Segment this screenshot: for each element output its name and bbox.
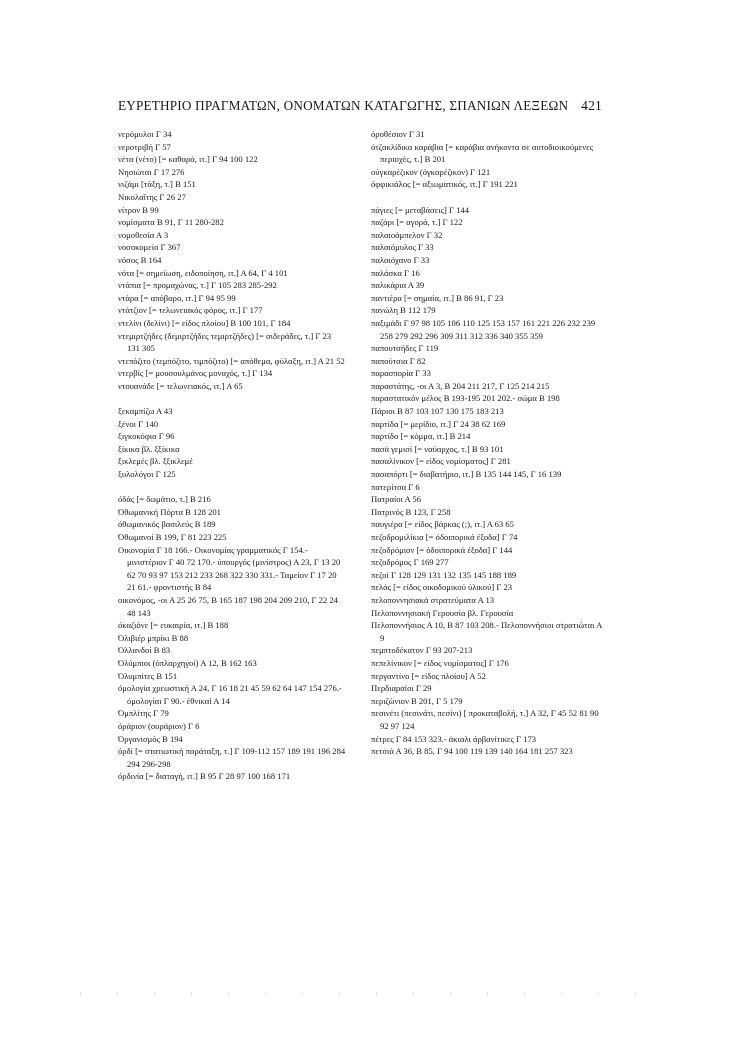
index-entry: νίτρον Β 99 (118, 204, 159, 215)
index-entry: παρτίδα [= μερίδιο, ιτ.] Γ 24 38 62 169 (371, 418, 506, 429)
index-entry: πετσιά Α 36, Β 85, Γ 94 100 119 139 140 164 181 257 323 (371, 746, 573, 757)
index-entry: περιζώνιον Β 201, Γ 5 179 (371, 695, 463, 706)
index-entry: όμολογία χρεωστική Α 24, Γ 16 18 21 45 59 62 64 147 154 276.- όμολογίαι Γ 90.- έθνικαί Α 14 (118, 683, 342, 706)
index-entry: Όθωμανοί Β 199, Γ 81 223 225 (118, 532, 227, 542)
index-entry: όκαζιόνε [= ευκαιρία, ιτ.] Β 188 (118, 620, 229, 631)
header-title: ΕΥΡΕΤΗΡΙΟ ΠΡΑΓΜΑΤΩΝ, ΟΝΟΜΑΤΩΝ ΚΑΤΑΓΩΓΗΣ, ΣΠΑΝΙΩΝ ΛΕΞΕΩΝ (118, 98, 569, 113)
index-entry: όφφικιάλος [= αξιωματικός, ιτ.] Γ 191 221 (371, 179, 518, 190)
index-entry: παλαιοάμπελον Γ 32 (371, 229, 443, 240)
index-entry: ντάρα [= απόβαρο, ιτ.] Γ 94 95 99 (118, 292, 236, 303)
index-entry: Όλλανδοί Β 83 (118, 645, 171, 656)
index-entry: παρασπορία Γ 33 (371, 368, 431, 379)
index-entry: νερόμυλοι Γ 34 (118, 129, 172, 139)
index-entry: Νικολαΐτης Γ 26 27 (118, 191, 186, 202)
section-gap (371, 191, 607, 204)
index-entry: πεπελίνικον [= είδος νομίσματος] Γ 176 (371, 657, 509, 668)
index-entry: ότζακλίδικα καράβια [= καράβια ανήκοντα σε αυτοδιοικούμενες περιοχές, τ.] Β 201 (371, 141, 594, 165)
index-entry: Όθωμανική Πόρτα Β 128 201 (118, 506, 221, 517)
index-entry: νεροτριβή Γ 57 (118, 141, 171, 152)
index-entry: πέτρες Γ 84 153 323.- άκιαλι άρβανίτικες Γ 173 (371, 733, 537, 744)
index-entry: Όλυμπίτες Β 151 (118, 670, 178, 681)
section-gap (118, 481, 346, 494)
index-entry: ούγκαρέζικον (όγκαρέζικον) Γ 121 (371, 166, 491, 177)
index-entry: νομίσματα Β 91, Γ 11 280-282 (118, 217, 224, 228)
index-entry: πάγιες [= μεταβάσεις] Γ 144 (371, 204, 469, 215)
index-entry: νοσοκομείο Γ 367 (118, 242, 181, 253)
index-entry: ξένοι Γ 140 (118, 418, 159, 429)
index-entry: Όλύμπιοι (όπλαρχηγοί) Α 12, Β 162 163 (118, 657, 257, 668)
index-entry: παλαιόχανο Γ 33 (371, 254, 430, 265)
index-entry: ντερβίς [= μουσουλμάνος μοναχός, τ.] Γ 134 (118, 368, 273, 379)
index-entry: ξιγκοκόφια Γ 96 (118, 431, 175, 442)
index-entry: πεμπτοδέκατον Γ 93 207-213 (371, 645, 473, 656)
index-entry: πασά γεμισί [= ναύαρχος, τ.] Β 93 101 (371, 443, 504, 454)
index-entry: παυγιέρα [= είδος βάρκας (;), ιτ.] Α 63 65 (371, 519, 514, 530)
index-entry: νόσος Β 164 (118, 254, 162, 265)
index-entry: όρδινία [= διαταγή, ιτ.] Β 95 Γ 28 97 100 168 171 (118, 771, 291, 782)
index-entry: νιζάμι [τάξη, τ.] Β 151 (118, 179, 196, 190)
index-entry: Νησιώται Γ 17 276 (118, 166, 185, 177)
index-entry: παπούτσια Γ 82 (371, 355, 426, 366)
index-entry: νομοθεσία Α 3 (118, 229, 169, 240)
index-entry: όράριον (ουράριον) Γ 6 (118, 720, 200, 731)
scan-artifact-line (80, 992, 640, 996)
index-entry: παρτίδο [= κόμμα, ιτ.] Β 214 (371, 431, 471, 442)
index-entry: παλάσκα Γ 16 (371, 267, 420, 278)
index-entry: ντάπια [= προμαχώνας, τ.] Γ 105 283 285-292 (118, 280, 277, 291)
index-entry: Όργανισμός Β 194 (118, 733, 183, 744)
index-entry: ξίκικα βλ. ξξίκικα (118, 443, 180, 454)
index-entry: πασαλίνικον [= είδος νομίσματος] Γ 281 (371, 456, 511, 467)
index-entry: πατερίτσα Γ 6 (371, 481, 420, 492)
index-entry: πεζοδρόμος Γ 169 277 (371, 557, 449, 568)
index-entry: ντεμιρτζήδες (δεμιρτζήδες τεμιρτζήδες) [= σιδεράδες, τ.] Γ 23 131 305 (118, 330, 332, 354)
index-entry: παραστατικόν μέλος Β 193-195 201 202.- σώμα Β 198 (371, 393, 560, 404)
index-entry: όρδί [= στατιωτική παράταξη, τ.] Γ 109-112 157 189 191 196 284 294 296-298 (118, 746, 346, 769)
index-entry: νότα [= σημείωση, ειδοποίηση, ιτ.] Α 64, Γ 4 101 (118, 267, 288, 278)
index-entry: ντεπόζιτο (τεμπόζιτο, τιμπόζιτο) [= απόθεμα, φύλαξη, ιτ.] Α 21 52 (118, 355, 345, 366)
right-index-column (371, 128, 607, 758)
index-entry: Όμπλίτης Γ 79 (118, 708, 169, 719)
index-entry: Πατρινός Β 123, Γ 258 (371, 506, 451, 517)
index-entry: ξεκαμπίζω Α 43 (118, 406, 173, 417)
index-entry: Πάριοι Β 87 103 107 130 175 183 213 (371, 406, 504, 417)
index-entry: πανώλη Β 112 179 (371, 305, 436, 316)
index-entry: πελάς [= είδος οικοδομικού ύλικού] Γ 23 (371, 582, 513, 593)
index-entry: παλικάρια Α 39 (371, 280, 425, 291)
index-entry: όδάς [= δωμάτιο, τ.] Β 216 (118, 494, 211, 505)
index-entry: Πατραίοι Α 56 (371, 494, 422, 505)
index-entry: παζάρι [= αγορά, τ.] Γ 122 (371, 217, 463, 228)
index-entry: παλαιόμυλος Γ 33 (371, 242, 434, 253)
index-entry: Πελοποννήσιος Α 10, Β 87 103 208.- Πελοποννήσιοι στρατιώται Α 9 (371, 620, 602, 643)
index-entry: πελοποννησιακά στρατεύματα Α 13 (371, 594, 495, 605)
index-entry: ντουανάδε [= τελωνειακός, ιτ.] Α 65 (118, 380, 243, 391)
index-entry: ξικλεμές βλ. ξξικλεμέ (118, 456, 193, 467)
running-header (118, 98, 602, 114)
index-entry: παραστάτης, -οι Α 3, Β 204 211 217, Γ 125 214 215 (371, 380, 550, 391)
index-entry: ξυλολόγοι Γ 125 (118, 469, 176, 480)
index-entry: Όλιβιέρ μπρίκι Β 88 (118, 632, 189, 643)
index-entry: όθωμανικός βασιλεύς Β 189 (118, 519, 216, 530)
left-index-column (118, 128, 346, 783)
index-entry: πεσινέτι (πεσινάτι, πεσίνι) [ προκαταβολή, τ.] Α 32, Γ 45 52 81 90 92 97 124 (371, 708, 599, 731)
index-entry: Περδιαραίοι Γ 29 (371, 683, 432, 694)
index-entry: παξιμάδι Γ 97 98 105 106 110 125 153 157 161 221 226 232 239 258 279 292 296 309 311 312 336 340 355 359 (371, 317, 596, 341)
index-entry: πεζοδρομιλίκια [= όδοιπορικά έξοδα] Γ 74 (371, 532, 518, 542)
index-entry: πεζοδρόμιον [= όδοιπορικά έξοδα] Γ 144 (371, 544, 513, 555)
index-entry: όροθέσιον Γ 31 (371, 129, 425, 139)
index-entry: ντελίνι (δελίνι) [= είδος πλοίου] Β 100 101, Γ 184 (118, 317, 291, 328)
index-entry: πεζοί Γ 128 129 131 132 135 145 188 189 (371, 569, 517, 580)
index-entry: νέτα (νέτο) [= καθαρά, ιτ.] Γ 94 100 122 (118, 154, 258, 165)
page-number: 421 (581, 98, 602, 113)
index-entry: πασαπόρτι [= διαβατήριο, ιτ.] Β 135 144 145, Γ 16 139 (371, 469, 562, 480)
index-entry: Οικονομία Γ 18 166.- Οικονομίας γραμματικός Γ 154.- μινιστέριον Γ 40 72 170.- ύπουργός (μινίστρος) Α 23, Γ 13 20 62 70 93 97 153 212 233 268 322 330 331.- Ταμείον Γ 17 20 21 61.- φροντιστής Β 84 (118, 544, 341, 593)
section-gap (118, 392, 346, 405)
index-entry: περγαντίνο [= είδος πλοίου] Α 52 (371, 670, 486, 681)
index-entry: ντάτζιον [= τελωνειακός φόρος, ιτ.] Γ 177 (118, 305, 263, 316)
index-entry: παντιέρα [= σημαία, ιτ.] Β 86 91, Γ 23 (371, 292, 504, 303)
index-entry: Πελοποννησιακή Γερουσία βλ. Γερουσία (371, 607, 514, 618)
index-entry: οικονόμος, -οι Α 25 26 75, Β 165 187 198 204 209 210, Γ 22 24 48 143 (118, 594, 338, 618)
index-entry: παπουτσήδες Γ 119 (371, 343, 439, 354)
